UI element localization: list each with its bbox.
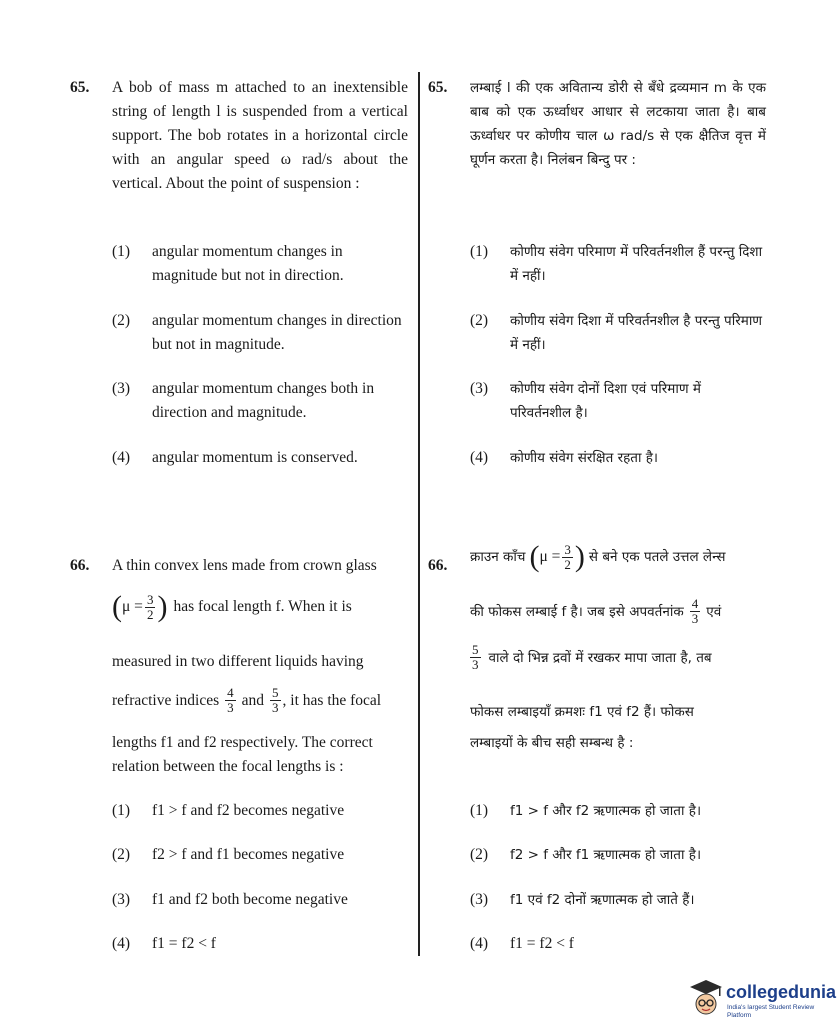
q65-option-1-en[interactable]	[112, 240, 408, 288]
logo-name: collegedunia	[726, 982, 837, 1002]
option-text: f1 > f और f2 ऋणात्मक हो जाता है।	[510, 803, 702, 819]
option-text: कोणीय संवेग संरक्षित रहता है।	[510, 450, 659, 466]
q66-number-hi: 66.	[428, 557, 448, 574]
q66-option-3-en[interactable]	[112, 888, 412, 912]
lens-label: से बने एक पतले उत्तल लेन्स	[588, 549, 726, 565]
mu-label: μ =	[539, 548, 561, 565]
q66-option-2-en[interactable]	[112, 843, 412, 867]
q65-number-en: 65.	[70, 79, 90, 96]
q66-line1-en: A thin convex lens made from crown glass	[112, 557, 377, 574]
option-number: (2)	[470, 312, 489, 329]
option-text: कोणीय संवेग परिमाण में परिवर्तनशील हैं परन्तु दिशा में नहीं।	[510, 244, 763, 284]
q66-option-4-en[interactable]	[112, 932, 412, 956]
option-number: (3)	[112, 891, 131, 908]
q65-option-4-en[interactable]	[112, 446, 408, 470]
option-text: angular momentum changes in magnitude but not in direction.	[152, 243, 344, 284]
q66-line1-hi	[470, 542, 770, 572]
q65-stem-hi: लम्बाई l की एक अवितान्य डोरी से बँधे द्रव्यमान m के एक बाब को एक ऊर्ध्वाधर आधार से लटकाया जाता है। बाब ऊर्ध्वाधर पर कोणीय चाल ω rad/s से एक क्षैतिज वृत्त में घूर्णन करता है। निलंबन बिन्दु पर :	[470, 80, 766, 168]
mu-expression: ( μ = $\frac{3}{2}$ )	[112, 590, 168, 623]
option-text: f1 = f2 < f	[510, 935, 574, 952]
q65-option-2-en[interactable]	[112, 309, 408, 357]
q66-line2-hi	[470, 597, 770, 626]
q66-option-2-hi[interactable]	[470, 843, 770, 867]
liquids-label: वाले दो भिन्न द्रवों में रखकर मापा जाता है, तब	[488, 649, 712, 666]
option-number: (4)	[112, 449, 131, 466]
q66-number-en: 66.	[70, 557, 90, 574]
option-text: कोणीय संवेग दोनों दिशा एवं परिमाण में परिवर्तनशील है।	[510, 381, 701, 421]
option-text: f2 > f and f1 becomes negative	[152, 846, 345, 863]
q65-option-3-en[interactable]	[112, 377, 408, 425]
option-number: (4)	[470, 449, 489, 466]
q65-option-3-hi[interactable]	[470, 377, 766, 425]
q66-option-4-hi[interactable]	[470, 932, 770, 956]
q66-line3-hi	[470, 643, 770, 672]
q65-stem-en: A bob of mass m attached to an inextensible string of length l is suspended from a vertical support. The bob rotates in a horizontal circle with an angular speed ω rad/s about the vertical. About the point of suspension :	[112, 79, 408, 192]
fraction-3-over-2: $\frac{3}{2}$	[146, 591, 154, 622]
option-text: f1 and f2 both become negative	[152, 891, 348, 908]
option-number: (1)	[470, 802, 489, 819]
q66-line3-en: measured in two different liquids having	[112, 653, 364, 670]
q66-option-3-hi[interactable]	[470, 888, 770, 912]
and-label: and	[241, 691, 265, 709]
mu-label: μ =	[122, 598, 143, 615]
q65-option-4-hi[interactable]	[470, 446, 766, 470]
refractive-indices-label: refractive indices	[112, 691, 220, 709]
q66-line4-en	[112, 686, 412, 715]
q66-line2-en	[112, 592, 412, 622]
q65-option-2-hi[interactable]	[470, 309, 766, 357]
option-text: angular momentum changes in direction but not in magnitude.	[152, 312, 402, 353]
option-number: (4)	[112, 935, 131, 952]
fraction-5-over-3: $\frac{5}{3}$	[472, 642, 479, 672]
option-number: (4)	[470, 935, 489, 952]
option-number: (3)	[112, 380, 131, 397]
option-number: (1)	[112, 243, 131, 260]
q66-line6-en: relation between the focal lengths is :	[112, 758, 344, 775]
option-text: angular momentum is conserved.	[152, 449, 358, 466]
q65-option-1-hi[interactable]	[470, 240, 766, 288]
fraction-4-over-3: $\frac{4}{3}$	[691, 596, 699, 626]
option-number: (2)	[470, 846, 489, 863]
q66-option-1-hi[interactable]	[470, 799, 770, 823]
option-text: f1 एवं f2 दोनों ऋणात्मक हो जाते हैं।	[510, 892, 695, 908]
option-number: (2)	[112, 312, 131, 329]
option-text: कोणीय संवेग दिशा में परिवर्तनशील है परन्तु परिमाण में नहीं।	[510, 313, 763, 353]
option-number: (2)	[112, 846, 131, 863]
q66-line2-text: has focal length f. When it is	[173, 598, 352, 615]
option-number: (1)	[112, 802, 131, 819]
q66-line4-hi: फोकस लम्बाइयाँ क्रमशः f1 एवं f2 हैं। फोकस	[470, 704, 694, 720]
crown-glass-label: क्राउन काँच	[470, 549, 526, 565]
option-number: (3)	[470, 891, 489, 908]
column-divider	[418, 72, 420, 956]
option-text: f1 > f and f2 becomes negative	[152, 802, 345, 819]
logo-tagline: India's largest Student Review Platform	[727, 1004, 815, 1019]
focal-label: , it has the focal	[282, 691, 382, 709]
q66-line5-en: lengths f1 and f2 respectively. The correct	[112, 734, 373, 751]
collegedunia-logo[interactable]	[688, 974, 837, 1022]
fraction-3-over-2: $\frac{3}{2}$	[564, 541, 571, 572]
fraction-4-over-3: $\frac{4}{3}$	[227, 685, 234, 715]
q66-option-1-en[interactable]	[112, 799, 412, 823]
and-label-hi: एवं	[706, 603, 722, 620]
focal-length-label: की फोकस लम्बाई f है। जब इसे अपवर्तनांक	[470, 603, 684, 620]
q65-number-hi: 65.	[428, 79, 448, 96]
option-text: f2 > f और f1 ऋणात्मक हो जाता है।	[510, 847, 702, 863]
option-number: (1)	[470, 243, 489, 260]
q66-line5-hi: लम्बाइयों के बीच सही सम्बन्ध है :	[470, 735, 634, 751]
option-text: angular momentum changes both in direction and magnitude.	[152, 380, 375, 421]
mu-expression-hi: ( μ = $\frac{3}{2}$ )	[529, 540, 585, 573]
fraction-5-over-3: $\frac{5}{3}$	[272, 685, 279, 715]
option-text: f1 = f2 < f	[152, 935, 216, 952]
graduate-mascot-icon	[688, 978, 724, 1020]
option-number: (3)	[470, 380, 489, 397]
